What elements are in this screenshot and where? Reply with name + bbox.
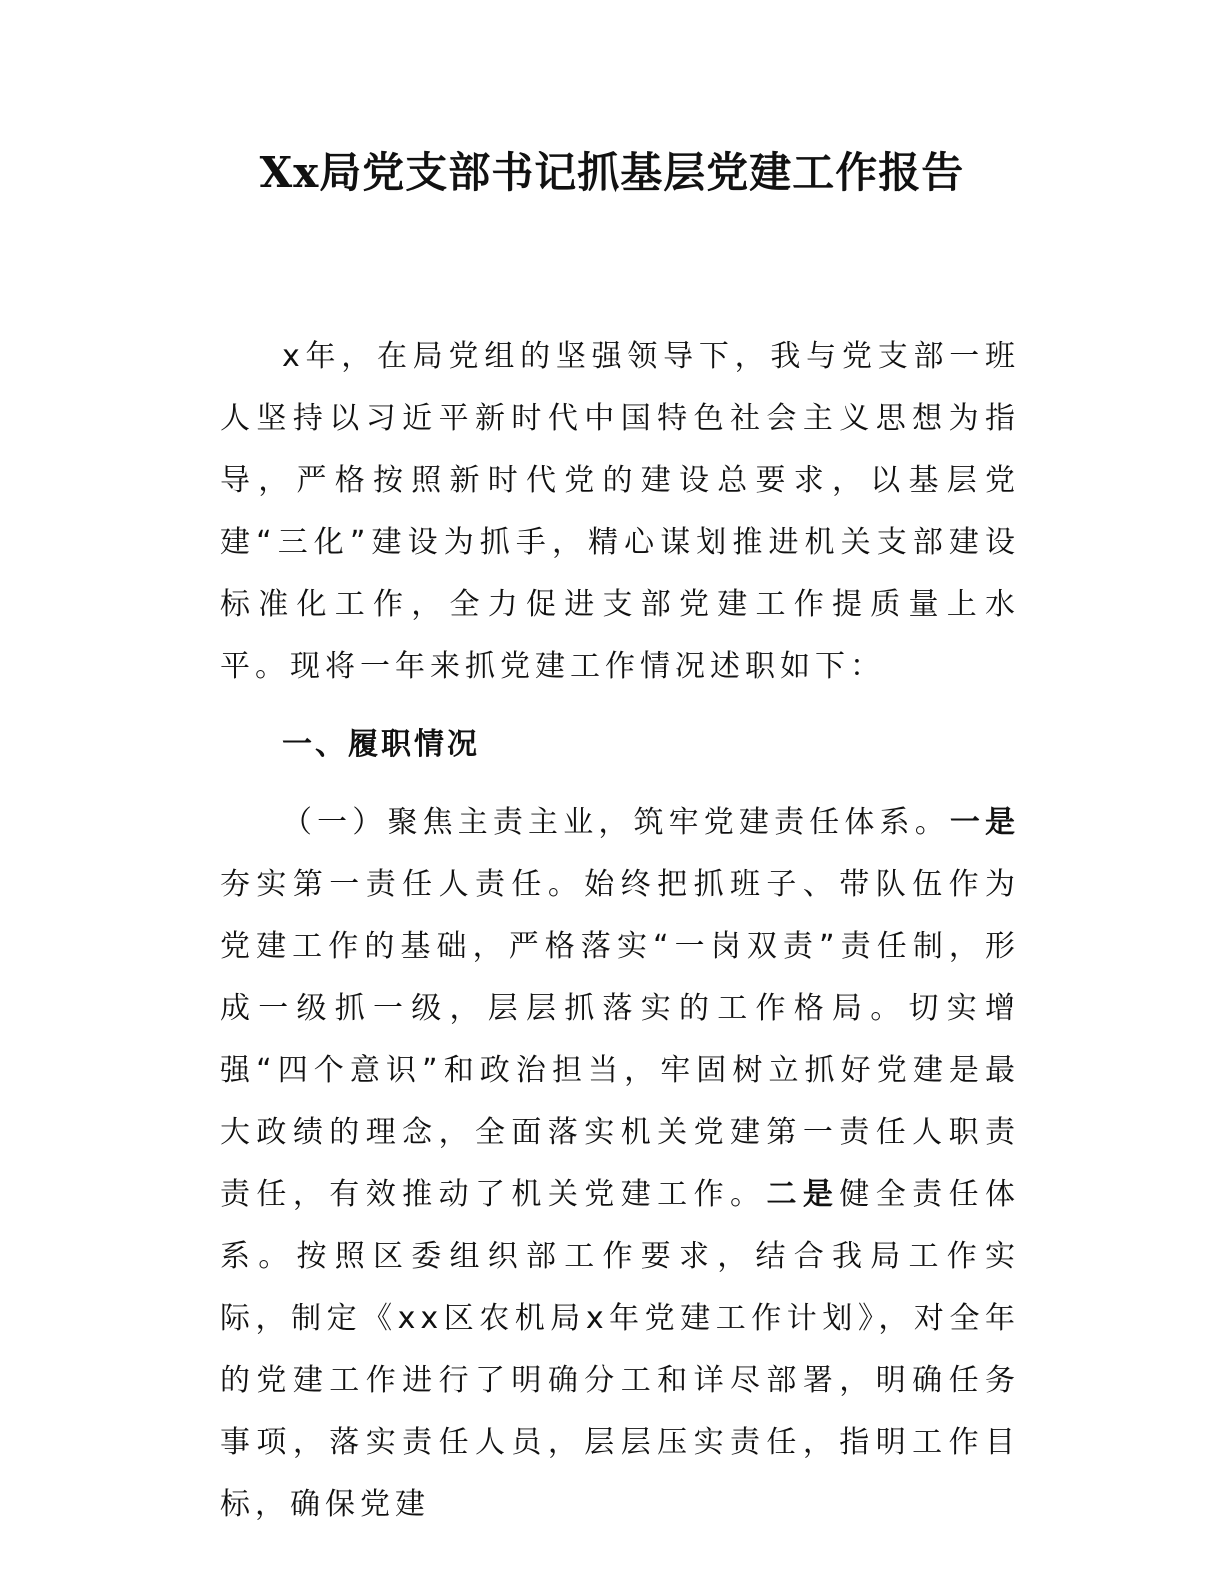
- bold-marker-second: 二是: [766, 1177, 840, 1212]
- document-body: [220, 326, 1020, 1536]
- bold-marker-first: 一是: [949, 805, 1021, 840]
- subsection-text-first: 夯实第一责任人责任。始终把抓班子、带队伍作为党建工作的基础，严格落实“一岗双责”责任制，形成一级抓一级，层层抓落实的工作格局。切实增强“四个意识”和政治担当，牢固树立抓好党建是最大政绩的理念，全面落实机关党建第一责任人职责责任，有效推动了机关党建工作。: [220, 867, 1020, 1212]
- subsection-paragraph: [220, 792, 1020, 1536]
- section-heading: 一、履职情况: [282, 727, 480, 762]
- subsection-text-second: 健全责任体系。按照区委组织部工作要求，结合我局工作实际，制定《xx区农机局x年党建工作计划》，对全年的党建工作进行了明确分工和详尽部署，明确任务事项，落实责任人员，层层压实责任，指明工作目标，确保党建: [220, 1177, 1021, 1522]
- subsection-lead: （一）聚焦主责主业，筑牢党建责任体系。: [282, 805, 950, 840]
- intro-paragraph: x年，在局党组的坚强领导下，我与党支部一班人坚持以习近平新时代中国特色社会主义思想为指导，严格按照新时代党的建设总要求，以基层党建“三化”建设为抓手，精心谋划推进机关支部建设标准化工作，全力促进支部党建工作提质量上水平。现将一年来抓党建工作情况述职如下：: [220, 339, 1020, 684]
- document-title: Xx局党支部书记抓基层党建工作报告: [259, 148, 965, 197]
